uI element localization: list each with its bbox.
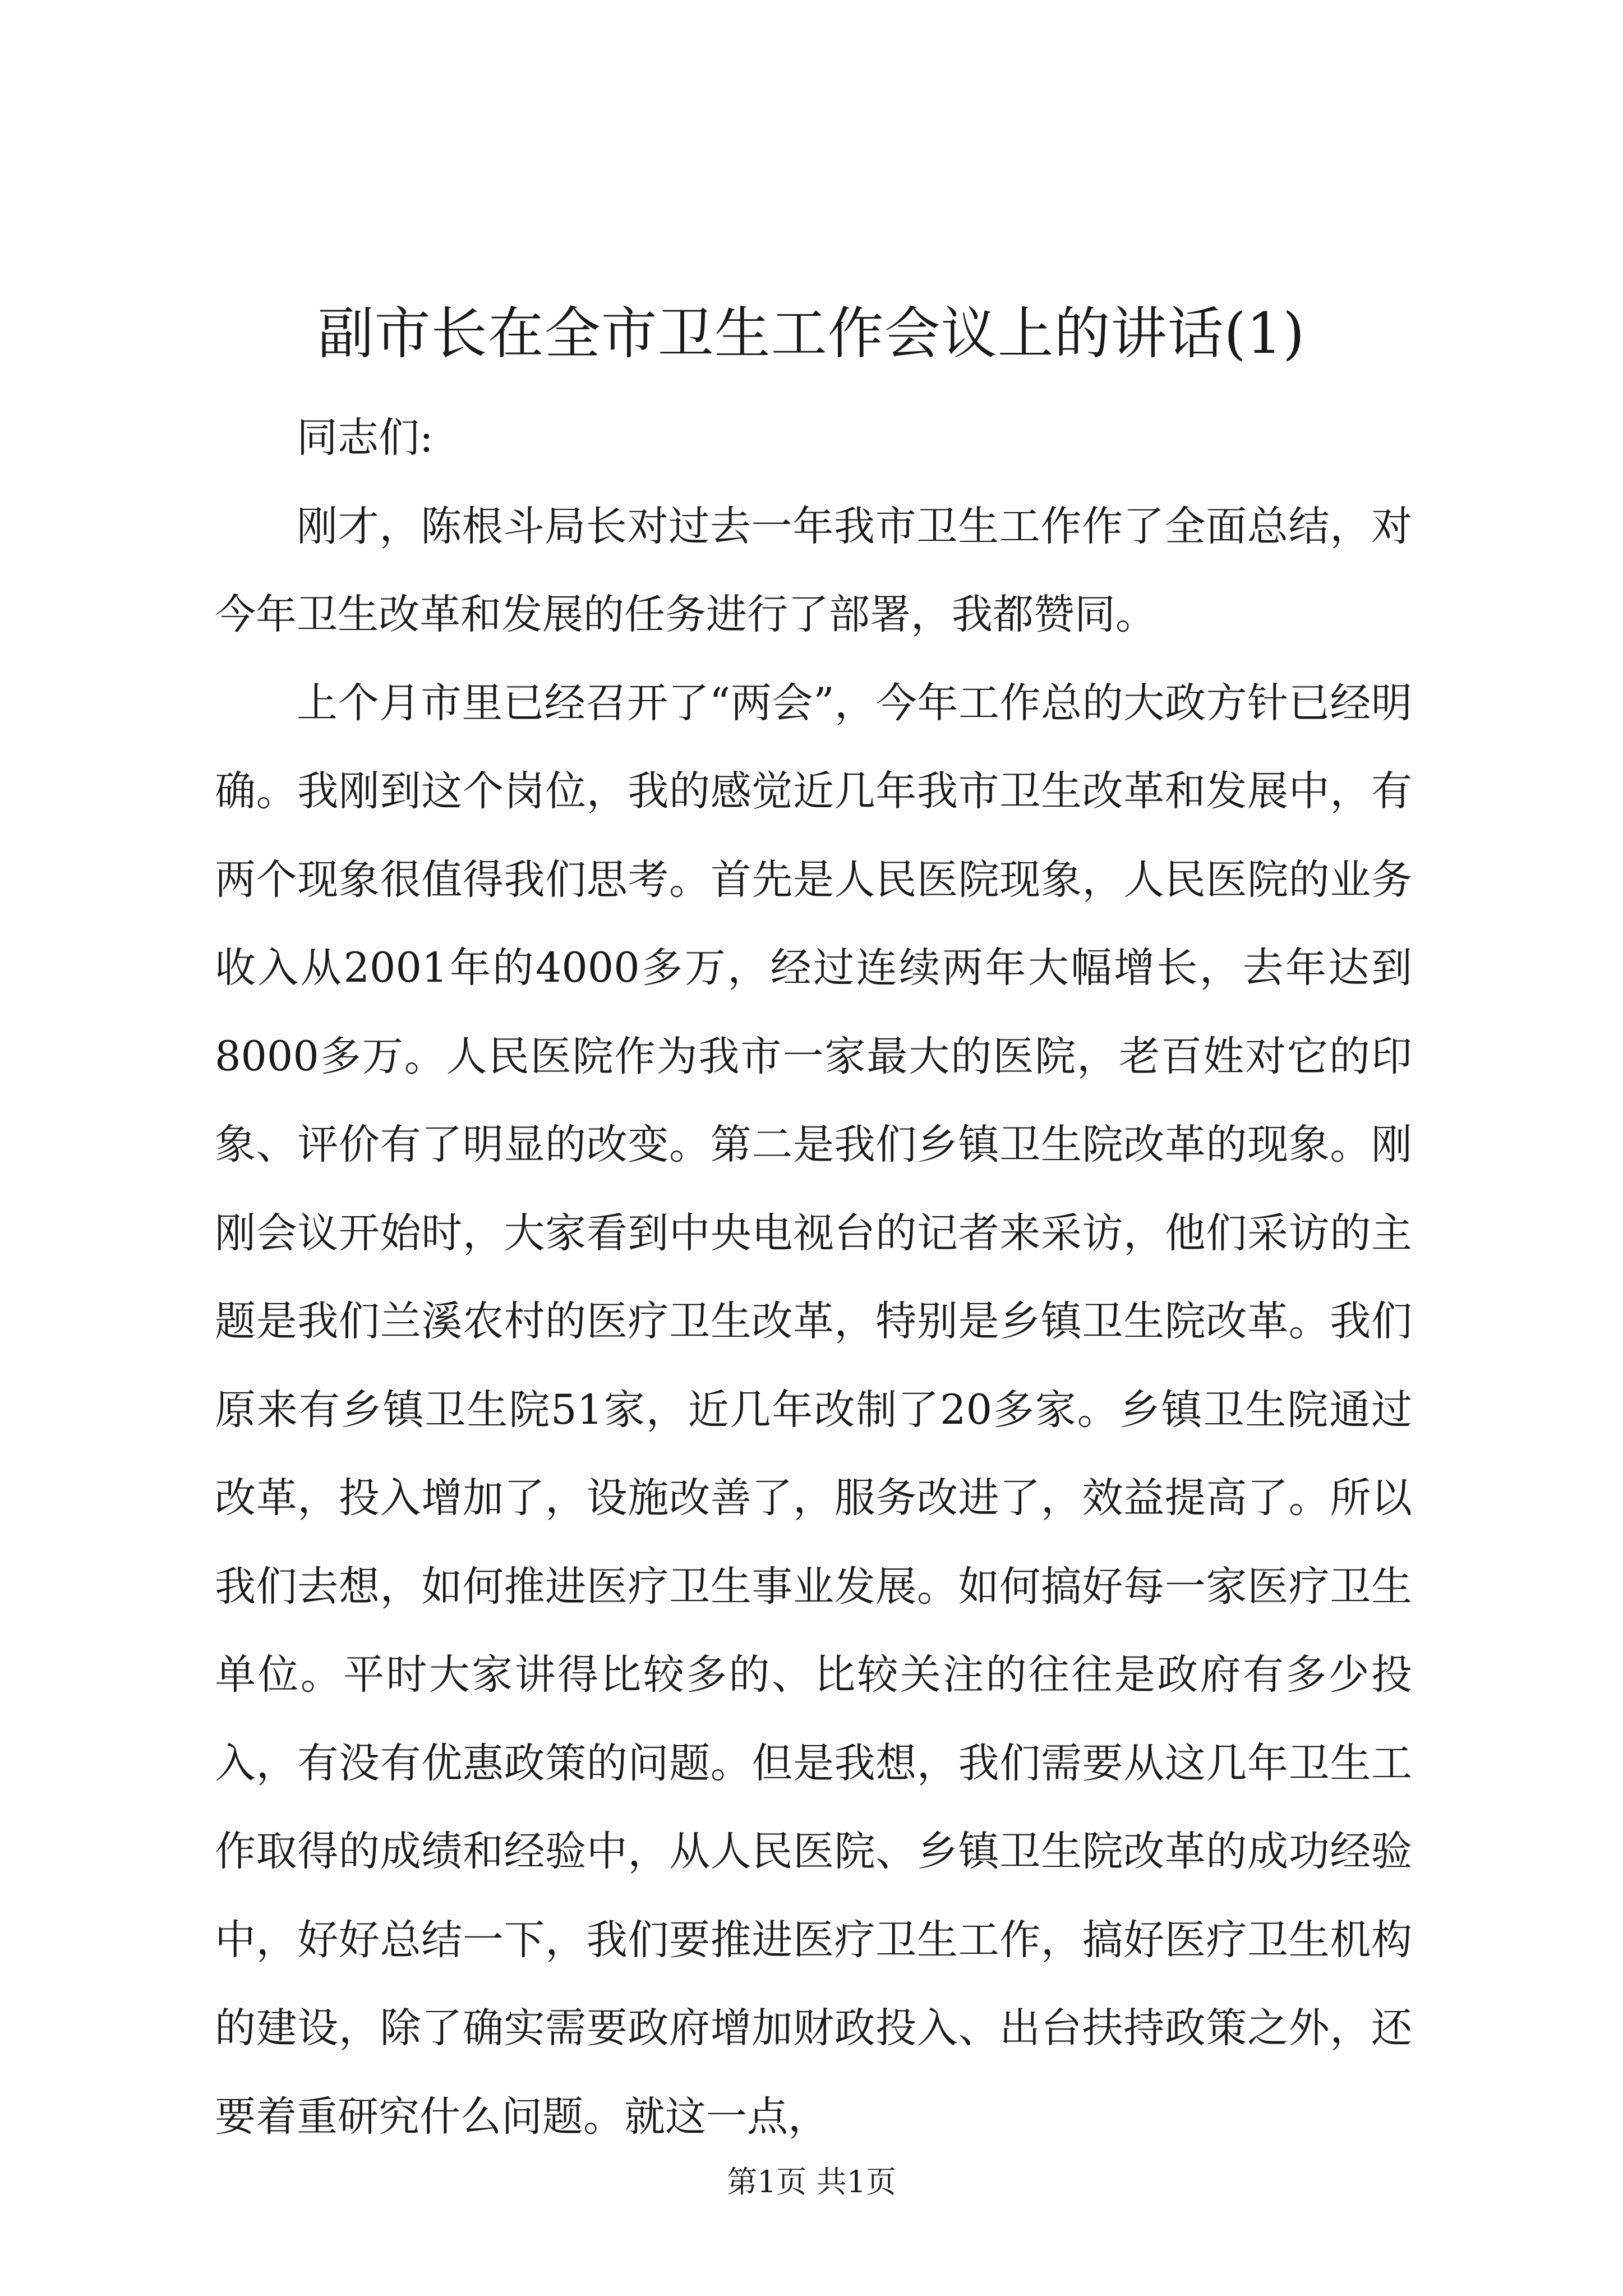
page-footer: 第1页 共1页 <box>727 2164 896 2200</box>
paragraph-2: 上个月市里已经召开了“两会”，今年工作总的大政方针已经明确。我刚到这个岗位，我的感觉近几年我市卫生改革和发展中，有两个现象很值得我们思考。首先是人民医院现象，人民医院的业务收入从2001年的4000多万，经过连续两年大幅增长，去年达到8000多万。人民医院作为我市一家最大的医院，老百姓对它的印象、评价有了明显的改变。第二是我们乡镇卫生院改革的现象。刚刚会议开始时，大家看到中央电视台的记者来采访，他们采访的主题是我们兰溪农村的医疗卫生改革，特别是乡镇卫生院改革。我们原来有乡镇卫生院51家，近几年改制了20多家。乡镇卫生院通过改革，投入增加了，设施改善了，服务改进了，效益提高了。所以我们去想，如何推进医疗卫生事业发展。如何搞好每一家医疗卫生单位。平时大家讲得比较多的、比较关注的往往是政府有多少投入，有没有优惠政策的问题。但是我想，我们需要从这几年卫生工作取得的成绩和经验中，从人民医院、乡镇卫生院改革的成功经验中，好好总结一下，我们要推进医疗卫生工作，搞好医疗卫生机构的建设，除了确实需要政府增加财政投入、出台扶持政策之外，还要着重研究什么问题。就这一点， <box>215 679 1412 2141</box>
paragraph-1: 刚才，陈根斗局长对过去一年我市卫生工作作了全面总结，对今年卫生改革和发展的任务进行了部署，我都赞同。 <box>215 502 1412 638</box>
document-title: 副市长在全市卫生工作会议上的讲话(1) <box>317 301 1306 366</box>
salutation: 同志们: <box>297 414 434 462</box>
document-body <box>215 394 1412 2161</box>
